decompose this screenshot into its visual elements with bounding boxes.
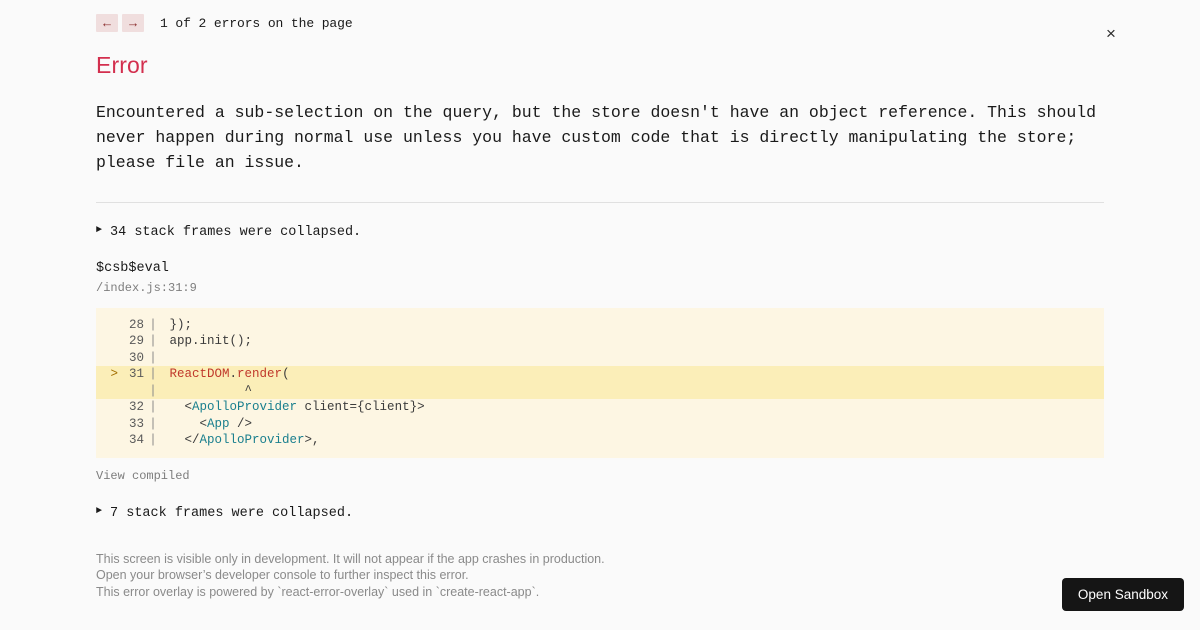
footer-line-1: This screen is visible only in development. It will not appear if the app crashes in production. <box>96 551 605 566</box>
divider <box>96 202 1104 203</box>
code-line <box>96 333 1104 350</box>
code-line-text: </ApolloProvider>, <box>162 433 320 448</box>
code-line-text: app.init(); <box>162 334 253 349</box>
code-snippet <box>96 308 1104 458</box>
code-line-text: ReactDOM.render( <box>169 367 290 382</box>
footer-line-3: This error overlay is powered by `react-error-overlay` used in `create-react-app`. <box>96 584 540 599</box>
code-line-marker <box>104 350 118 367</box>
code-line-separator: | <box>149 400 157 415</box>
code-line-separator: | <box>149 334 157 349</box>
code-line-number: 32 <box>128 400 144 415</box>
collapsed-frames-bottom-label: 7 stack frames were collapsed. <box>110 505 354 521</box>
code-line-number: 33 <box>128 416 144 431</box>
code-line <box>96 399 1104 416</box>
view-compiled-link[interactable]: View compiled <box>96 468 190 483</box>
code-line-separator: | <box>149 367 157 382</box>
code-line-number: 28 <box>128 317 144 332</box>
open-sandbox-button[interactable]: Open Sandbox <box>1062 578 1184 612</box>
overlay-footer <box>96 551 1104 601</box>
stack-frame-function: $csb$eval <box>96 260 169 276</box>
code-line-marker <box>104 399 118 416</box>
code-line-separator: | <box>149 416 157 431</box>
code-line <box>96 366 1104 383</box>
code-line <box>96 432 1104 449</box>
collapsed-frames-top[interactable] <box>96 225 1104 240</box>
code-line <box>96 350 1104 367</box>
code-line-number: 29 <box>128 334 144 349</box>
collapsed-frames-top-label: 34 stack frames were collapsed. <box>110 224 362 240</box>
code-line-marker <box>104 317 118 334</box>
code-line <box>96 416 1104 433</box>
code-line-number: 30 <box>128 350 144 365</box>
code-line-text: }); <box>162 317 193 332</box>
code-line-number: 34 <box>128 433 144 448</box>
chevron-right-icon: ► <box>96 506 103 518</box>
error-counter: 1 of 2 errors on the page <box>160 15 353 31</box>
close-icon[interactable]: × <box>1102 24 1120 42</box>
code-line-marker <box>104 432 118 449</box>
stack-frame-location: /index.js:31:9 <box>96 280 197 295</box>
previous-error-button[interactable]: ← <box>96 14 118 32</box>
code-line <box>96 317 1104 334</box>
code-line-marker <box>104 333 118 350</box>
code-line-separator: | <box>149 317 157 332</box>
code-line-number <box>118 383 144 400</box>
next-error-button[interactable]: → <box>122 14 144 32</box>
code-line-separator: | <box>149 383 157 398</box>
code-line-marker <box>104 383 118 400</box>
code-line-separator: | <box>149 350 157 365</box>
overlay-content <box>96 12 1116 600</box>
code-line-marker <box>104 416 118 433</box>
collapsed-frames-bottom[interactable] <box>96 506 1104 521</box>
code-line-separator: | <box>149 433 157 448</box>
code-line-text: <App /> <box>162 416 253 431</box>
error-message: Encountered a sub-selection on the query, but the store doesn't have an object reference. This should never happen during normal use unless you have custom code that is directly manipulating the store; please file an issue. <box>96 102 1106 172</box>
code-line-marker: > <box>110 367 118 382</box>
chevron-right-icon: ► <box>96 225 103 237</box>
code-line <box>96 383 1104 400</box>
error-navigation <box>96 12 1104 34</box>
code-line-number: 31 <box>128 367 144 382</box>
code-line-text: <ApolloProvider client={client}> <box>162 400 425 415</box>
page-title: Error <box>96 52 148 78</box>
footer-line-2: Open your browser’s developer console to further inspect this error. <box>96 568 469 583</box>
code-line-text: ^ <box>162 383 253 398</box>
